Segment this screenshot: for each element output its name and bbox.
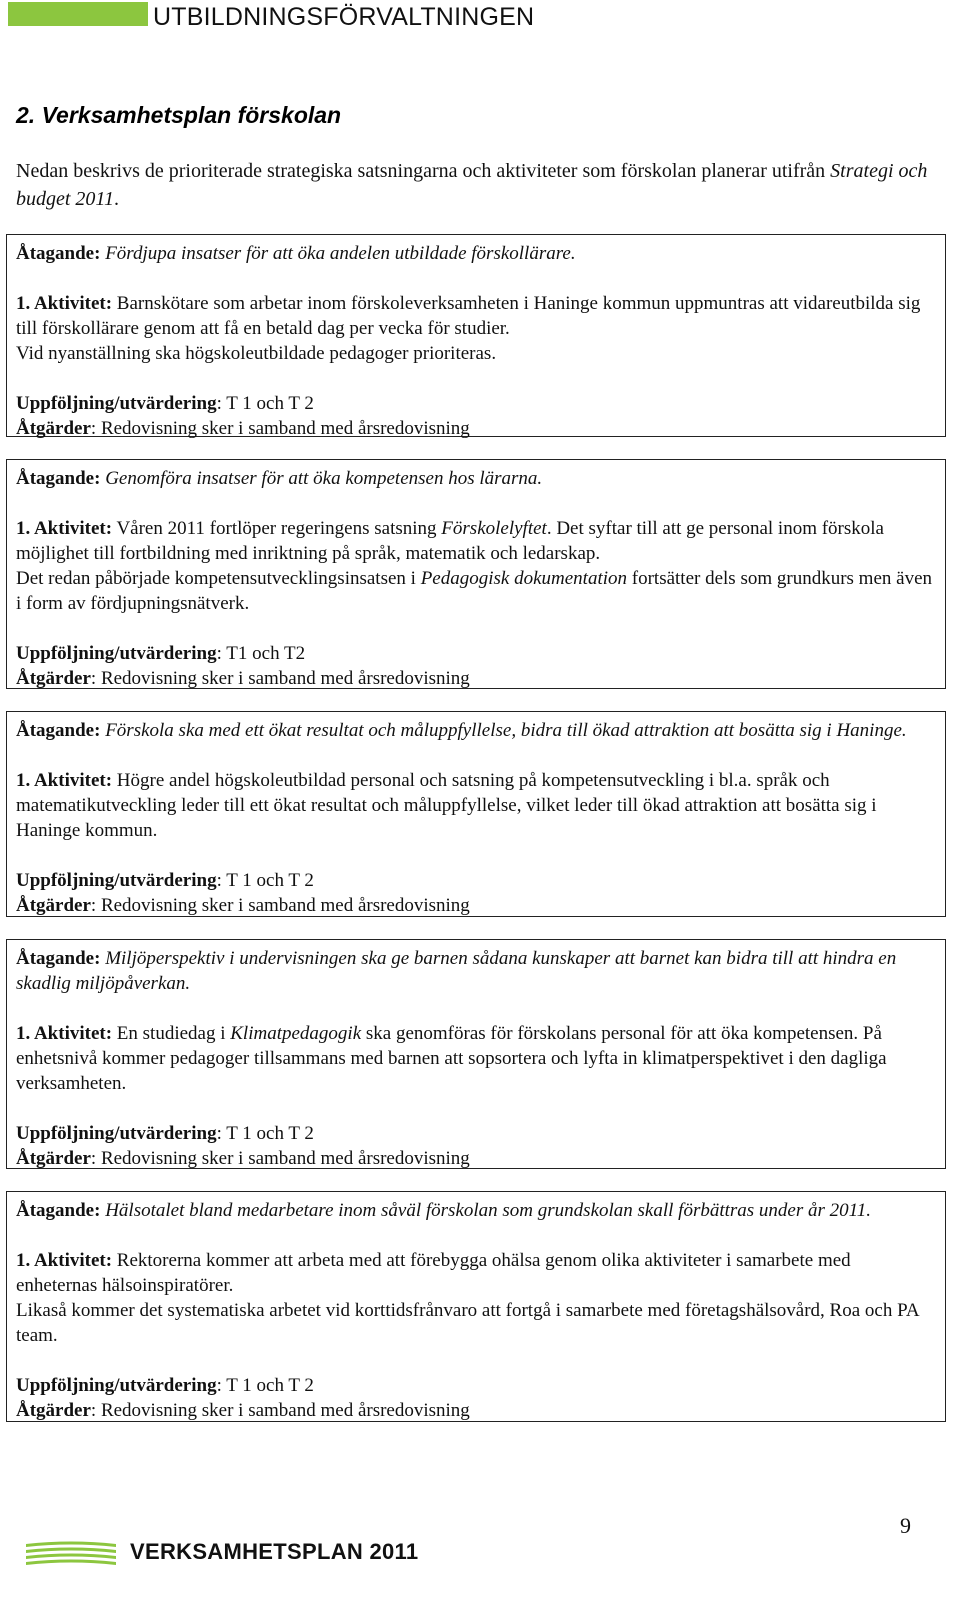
commitment-text: Miljöperspektiv i undervisningen ska ge barnen sådana kunskaper att barnet kan bidra till att hindra en skadlig miljöpåverkan. <box>16 948 897 994</box>
activity-label: 1. Aktivitet: <box>16 770 113 791</box>
activity-continuation: Vid nyanställning ska högskoleutbildade pedagoger prioriteras. <box>16 343 497 364</box>
commitment-text: Genomföra insatser för att öka kompetensen hos lärarna. <box>100 468 543 489</box>
followup-text: : T 1 och T 2 <box>216 393 314 414</box>
activity-label: 1. Aktivitet: <box>16 1023 113 1044</box>
intro-paragraph <box>16 157 936 213</box>
followup-text: : T 1 och T 2 <box>216 1123 314 1144</box>
footer-title: VERKSAMHETSPLAN 2011 <box>130 1539 419 1564</box>
followup-label: Uppföljning/utvärdering <box>16 1123 217 1144</box>
measures-line <box>16 1398 936 1423</box>
activity-line <box>16 1021 936 1096</box>
activity-program-name: Förskolelyftet <box>441 518 547 539</box>
commitment-line <box>16 466 936 491</box>
activity-label: 1. Aktivitet: <box>16 1250 113 1271</box>
commitment-box <box>6 234 946 437</box>
activity-line <box>16 1248 936 1298</box>
commitment-text: Hälsotalet bland medarbetare inom såväl förskolan som grundskolan skall förbättras under år 2011. <box>100 1200 871 1221</box>
activity-text: Högre andel högskoleutbildad personal och satsning på kompetensutveckling i bl.a. språk och matematikutveckling leder till ett ökat resultat och måluppfyllelse, vilket leder till ökad attraktion att bosätta sig i Haninge kommun. <box>16 770 877 841</box>
commitment-box <box>6 939 946 1169</box>
commitment-line <box>16 946 936 996</box>
activity-continuation: Likaså kommer det systematiska arbetet vid korttidsfrånvaro att fortgå i samarbete med företagshälsovård, Roa och PA team. <box>16 1300 919 1346</box>
commitment-text: Förskola ska med ett ökat resultat och måluppfyllelse, bidra till ökad attraktion att bosätta sig i Haninge. <box>100 720 907 741</box>
activity-text-end: . Det syftar till att ge personal inom förskola möjlighet till fortbildning med inriktning på språk, matematik och ledarskap. <box>16 518 884 564</box>
intro-text-end: . <box>113 188 119 210</box>
intro-text: Nedan beskrivs de prioriterade strategiska satsningarna och aktiviteter som förskolan planerar utifrån <box>16 160 831 182</box>
measures-line <box>16 893 936 918</box>
activity-continuation-text: Det redan påbörjade kompetensutvecklingsinsatsen i <box>16 568 421 589</box>
commitment-label: Åtagande: <box>16 468 101 489</box>
measures-text: : Redovisning sker i samband med årsredovisning <box>90 418 470 439</box>
header-title: UTBILDNINGSFÖRVALTNINGEN <box>153 3 535 31</box>
activity-program-name: Pedagogisk dokumentation <box>420 568 628 589</box>
activity-line <box>16 768 936 843</box>
measures-label: Åtgärder <box>16 668 91 689</box>
measures-line <box>16 666 936 691</box>
followup-line <box>16 391 936 416</box>
activity-text-end: ska genomföras för förskolans personal för att öka kompetensen. På enhetsnivå kommer pedagoger tillsammans med barnen att sopsortera och lyfta in klimatperspektivet i den dagliga verksamheten. <box>16 1023 887 1094</box>
measures-line <box>16 416 936 441</box>
followup-label: Uppföljning/utvärdering <box>16 393 217 414</box>
activity-text: Våren 2011 fortlöper regeringens satsning <box>112 518 442 539</box>
activity-label: 1. Aktivitet: <box>16 518 113 539</box>
commitment-label: Åtagande: <box>16 243 101 264</box>
activity-continuation <box>16 566 936 616</box>
followup-line <box>16 868 936 893</box>
followup-line <box>16 641 936 666</box>
measures-label: Åtgärder <box>16 1400 91 1421</box>
followup-text: : T1 och T2 <box>216 643 306 664</box>
commitment-line <box>16 1198 936 1223</box>
commitment-line <box>16 241 936 266</box>
measures-line <box>16 1146 936 1171</box>
activity-line <box>16 516 936 566</box>
activity-text: En studiedag i <box>112 1023 231 1044</box>
page-number: 9 <box>900 1513 911 1538</box>
measures-text: : Redovisning sker i samband med årsredovisning <box>90 895 470 916</box>
followup-line <box>16 1121 936 1146</box>
commitment-box <box>6 711 946 917</box>
followup-label: Uppföljning/utvärdering <box>16 1375 217 1396</box>
section-title: 2. Verksamhetsplan förskolan <box>16 102 342 128</box>
activity-continuation-end: fortsätter dels som grundkurs men även i form av fördjupningsnätverk. <box>16 568 932 614</box>
commitment-box <box>6 1191 946 1422</box>
activity-line <box>16 291 936 341</box>
followup-text: : T 1 och T 2 <box>216 1375 314 1396</box>
followup-label: Uppföljning/utvärdering <box>16 643 217 664</box>
commitment-line <box>16 718 936 743</box>
activity-text: Rektorerna kommer att arbeta med att förebygga ohälsa genom olika aktiviteter i samarbete med enheternas hälsoinspiratörer. <box>16 1250 851 1296</box>
commitment-label: Åtagande: <box>16 1200 101 1221</box>
measures-label: Åtgärder <box>16 1148 91 1169</box>
commitment-text: Fördjupa insatser för att öka andelen utbildade förskollärare. <box>100 243 576 264</box>
measures-label: Åtgärder <box>16 418 91 439</box>
commitment-label: Åtagande: <box>16 720 101 741</box>
activity-label: 1. Aktivitet: <box>16 293 113 314</box>
activity-program-name: Klimatpedagogik <box>230 1023 362 1044</box>
intro-document-reference: Strategi och budget 2011 <box>16 160 928 210</box>
measures-text: : Redovisning sker i samband med årsredovisning <box>90 1400 470 1421</box>
commitment-label: Åtagande: <box>16 948 101 969</box>
followup-line <box>16 1373 936 1398</box>
header-accent-bar <box>8 2 148 26</box>
footer-stripes-logo-icon <box>26 1538 116 1568</box>
activity-text: Barnskötare som arbetar inom förskoleverksamheten i Haninge kommun uppmuntras att vidareutbilda sig till förskollärare genom att få en betald dag per vecka för studier. <box>16 293 921 339</box>
measures-text: : Redovisning sker i samband med årsredovisning <box>90 668 470 689</box>
measures-label: Åtgärder <box>16 895 91 916</box>
followup-label: Uppföljning/utvärdering <box>16 870 217 891</box>
followup-text: : T 1 och T 2 <box>216 870 314 891</box>
measures-text: : Redovisning sker i samband med årsredovisning <box>90 1148 470 1169</box>
commitment-box <box>6 459 946 689</box>
